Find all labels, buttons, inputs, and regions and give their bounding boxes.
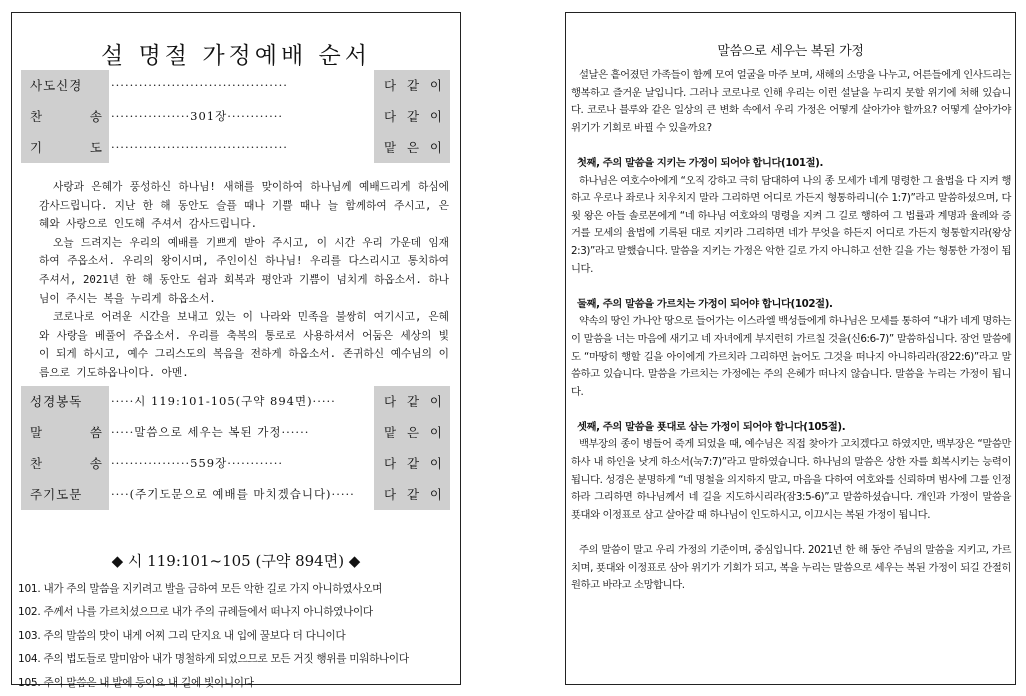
verse: 101. 내가 주의 말씀을 지키려고 발을 금하여 모든 악한 길로 가지 아니하였사오며 <box>18 583 383 595</box>
prayer-paragraph: 사랑과 은혜가 풍성하신 하나님! 새해를 맞이하여 하나님께 예배드리게 하심에 감사드립니다. 지난 한 해 동안도 슬플 때나 기쁠 때나 늘 함께하여 주시고, 은혜와 사랑으로 인도해 주셔서 감사드립니다. <box>39 180 449 231</box>
page-title: 설 명절 가정예배 순서 <box>101 43 371 69</box>
order-row-creed <box>21 70 450 101</box>
sermon-title: 말씀으로 세우는 복된 가정 <box>717 44 864 59</box>
scripture-title: ◆ 시 119:101~105 (구약 894면) ◆ <box>111 552 361 570</box>
order-label: 찬 송 <box>21 101 109 132</box>
verse: 104. 주의 법도들로 말미암아 내가 명철하게 되었으므로 모든 거짓 행위를 미워하나이다 <box>18 653 409 666</box>
section-heading: 둘째, 주의 말씀을 가르치는 가정이 되어야 합니다(102절). <box>577 297 833 310</box>
order-who: 맡 은 이 <box>374 417 450 448</box>
verse: 103. 주의 말씀의 맛이 내게 어찌 그리 단지요 내 입에 꿀보다 더 다니이다 <box>18 629 346 642</box>
intro-paragraph: 설날은 흩어졌던 가족들이 함께 모여 얼굴을 마주 보며, 새해의 소망을 나누고, 어른들에게 인사드리는 행복하고 즐거운 날입니다. 그러나 코로나로 인해 우리는 이런 설날을 누리지 못할 위기에 처해 있습니다. 코로나 블루와 같은 일상의 큰 변화 속에서 우리 가정은 어떻게 살아가야 할까요? 어떻게 살아가야 위기가 기회로 바뀔 수 있을까요? <box>571 69 1011 134</box>
order-label: 기 도 <box>21 132 109 163</box>
order-label: 성경봉독 <box>21 386 109 417</box>
closing-paragraph: 주의 말씀이 말고 우리 가정의 기준이며, 중심입니다. 2021년 한 해 동안 주님의 말씀을 지키고, 가르치며, 푯대와 이정표로 삼아 위기가 기회가 되고, 복을 누리는 말씀으로 세우는 복된 가정이 되길 간절히 원하고 바라고 소망합니다. <box>571 544 1011 592</box>
verse: 102. 주께서 나를 가르치셨으므로 내가 주의 규례들에서 떠나지 아니하였나이다 <box>18 606 373 619</box>
order-row-hymn-2 <box>21 448 450 479</box>
order-who: 다 같 이 <box>374 479 450 510</box>
prayer-paragraph: 코로나로 어려운 시간을 보내고 있는 이 나라와 민족을 불쌍히 여기시고, 은혜와 사랑을 베풀어 주옵소서. 우리를 축복의 통로로 사용하셔서 어둠은 세상의 빛이 되게 하시고, 예수 그리스도의 복음을 전하게 하옵소서. 존귀하신 예수님의 이름으로 기도하옵나이다. 아멘. <box>39 310 449 379</box>
order-who: 다 같 이 <box>374 448 450 479</box>
verse: 105. 주의 말씀은 내 발에 등이요 내 길에 빛이니이다 <box>18 676 254 689</box>
order-value: ·····말씀으로 세우는 복된 가정······ <box>111 425 310 439</box>
section-heading: 셋째, 주의 말씀을 푯대로 삼는 가정이 되어야 합니다(105절). <box>577 420 846 433</box>
section-body: 하나님은 여호수아에게 “오직 강하고 극히 담대하여 나의 종 모세가 네게 명령한 그 율법을 다 지켜 행하고 우로나 좌로나 치우치지 말라 그리하면 어디로 가든지 형통하리니(수 1:7)”라고 말씀하셨으며, 다윗 왕은 아들 솔로몬에게 “네 하나님 여호와의 명령을 지켜 그 길로 행하여 그 법률과 계명과 율례와 증거를 모세의 율법에 기록된 대로 지키라 그리하면 네가 무엇을 하든지 어디로 가든지 형통할지라(왕상2:3)”라고 말했습니다. 말씀을 지키는 가정은 악한 길로 가지 아니하고 선한 길을 가는 형통한 가정이 됩니다. <box>571 174 1011 275</box>
order-value: ······································ <box>111 140 288 154</box>
order-row-prayer <box>21 132 450 163</box>
order-label: 찬 송 <box>21 448 109 479</box>
right-page <box>565 12 1016 685</box>
order-row-hymn <box>21 101 450 132</box>
order-value: ·················559장············ <box>111 456 284 470</box>
order-row-lords-prayer <box>21 479 450 510</box>
order-label: 주기도문 <box>21 479 109 510</box>
scripture-verses <box>18 578 458 695</box>
order-value: ····(주기도문으로 예배를 마치겠습니다)····· <box>111 487 355 501</box>
order-who: 다 같 이 <box>374 101 450 132</box>
order-table-bottom <box>21 386 450 510</box>
order-label: 말 씀 <box>21 417 109 448</box>
prayer-text <box>39 178 449 383</box>
order-who: 맡 은 이 <box>374 132 450 163</box>
order-value: ·················301장············ <box>111 109 284 123</box>
order-value: ·····시 119:101-105(구약 894면)····· <box>111 394 336 408</box>
order-value: ······································ <box>111 78 288 92</box>
order-who: 다 같 이 <box>374 70 450 101</box>
sermon-body <box>571 67 1011 595</box>
order-table-top <box>21 70 450 163</box>
order-row-sermon <box>21 417 450 448</box>
section-body: 약속의 땅인 가나안 땅으로 들어가는 이스라엘 백성들에게 하나님은 모세를 통하여 “내가 네게 명하는 이 말씀을 너는 마음에 새기고 네 자녀에게 부지런히 가르칠 것을(신6:6-7)” 말씀하십니다. 잠언 말씀에도 “마땅히 행할 길을 아이에게 가르치라 그리하면 늙어도 그것을 떠나지 아니하리라(잠22:6)”라고 말씀하고 있습니다. 말씀을 가르치는 가정에는 주의 은혜가 떠나지 않습니다. 말씀을 누리는 가정이 됩니다. <box>571 315 1011 398</box>
section-body: 백부장의 종이 병들어 죽게 되었을 때, 예수님은 직접 찾아가 고치겠다고 하였지만, 백부장은 “말씀만 하사 내 하인을 낫게 하소서(눅7:7)”라고 말하였습니다. 하나님의 말씀은 상한 자를 회복시키는 능력이 됩니다. 성경은 분명하게 “네 명철을 의지하지 말고, 마음을 다하여 여호와를 신뢰하며 범사에 그를 인정하라 그리하면 하나님께서 네 길을 지도하시리라(잠3:5-6)”고 말씀하셨습니다. 개인과 가정이 말씀을 푯대와 이정표로 삼고 살아갈 때 하나님이 인도하시고, 이끄시는 복된 가정이 됩니다. <box>571 438 1011 521</box>
left-page <box>11 12 461 689</box>
order-label: 사도신경 <box>21 70 109 101</box>
order-row-reading <box>21 386 450 417</box>
section-heading: 첫째, 주의 말씀을 지키는 가정이 되어야 합니다(101절). <box>577 156 823 169</box>
order-who: 다 같 이 <box>374 386 450 417</box>
prayer-paragraph: 오늘 드려지는 우리의 예배를 기쁘게 받아 주시고, 이 시간 우리 가운데 임재하여 주옵소서. 우리의 왕이시며, 주인이신 하나님! 우리를 다스리시고 통치하여 주셔서, 2021년 한 해 동안도 쉼과 회복과 평안과 기쁨이 넘치게 하옵소서. 하나님이 주시는 복을 누리게 하옵소서. <box>39 235 449 305</box>
